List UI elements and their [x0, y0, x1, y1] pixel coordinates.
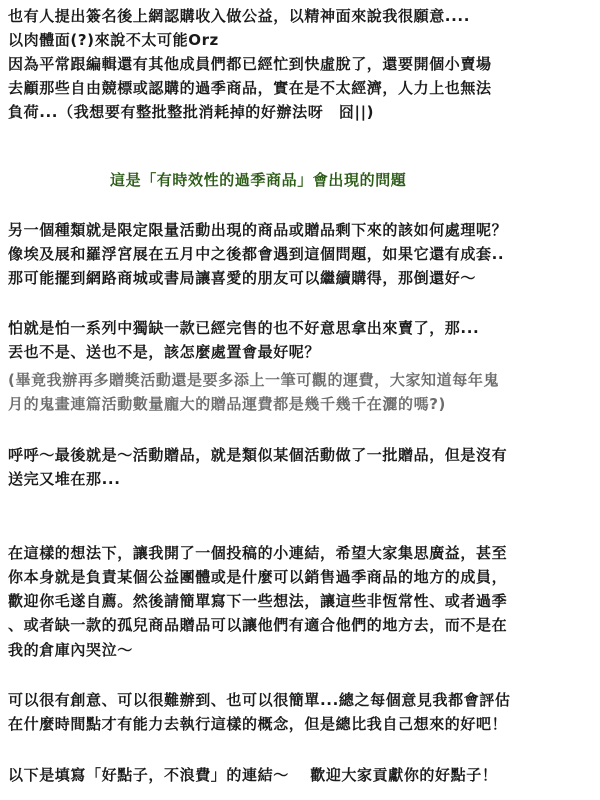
text-line: 歡迎你毛遂自薦。然後請簡單寫下一些想法，讓這些非恆常性、或者過季 — [8, 592, 508, 610]
text-line: 也有人提出簽名後上網認購收入做公益，以精神面來說我很願意.... — [8, 7, 470, 25]
section-heading: 這是「有時效性的過季商品」會出現的問題 — [110, 171, 407, 189]
text-line: 像埃及展和羅浮宮展在五月中之後都會遇到這個問題，如果它還有成套.. — [8, 245, 505, 263]
text-line: 我的倉庫內哭泣～ — [8, 641, 133, 659]
text-line: 在什麼時間點才有能力去執行這樣的概念，但是總比我自己想來的好吧！ — [8, 715, 508, 733]
text-line: 你本身就是負責某個公益團體或是什麼可以銷售過季商品的地方的成員， — [8, 568, 508, 586]
text-line: 可以很有創意、可以很難辦到、也可以很簡單...總之每個意見我都會評估 — [8, 691, 511, 709]
note-line: (畢竟我辦再多贈獎活動還是要多添上一筆可觀的運費，大家知道每年鬼 — [8, 371, 500, 389]
note-line: 月的鬼畫連篇活動數量龐大的贈品運費都是幾千幾千在灑的嗎?) — [8, 395, 446, 413]
text-line: 呼呼～最後就是～活動贈品，就是類似某個活動做了一批贈品，但是沒有 — [8, 446, 508, 464]
text-line: 另一個種類就是限定限量活動出現的商品或贈品剩下來的該如何處理呢？ — [8, 221, 508, 239]
text-line: 在這樣的想法下，讓我開了一個投稿的小連結，希望大家集思廣益，甚至 — [8, 544, 508, 562]
text-line: 以肉體面(?)來說不太可能Orz — [8, 31, 219, 49]
text-line: 丟也不是、送也不是，該怎麼處置會最好呢？ — [8, 343, 321, 361]
text-line: 因為平常跟編輯還有其他成員們都已經忙到快虛脫了，還要開個小賣場 — [8, 55, 492, 73]
text-line: 、或者缺一款的孤兒商品贈品可以讓他們有適合他們的地方去，而不是在 — [8, 616, 508, 634]
text-line: 怕就是怕一系列中獨缺一款已經完售的也不好意思拿出來賣了，那... — [8, 319, 480, 337]
text-line: 送完又堆在那... — [8, 470, 121, 488]
text-line: 負荷...（我想要有整批整批消耗掉的好辦法呀 囧||) — [8, 103, 375, 121]
closing-line: 以下是填寫「好點子，不浪費」的連結～ 歡迎大家貢獻你的好點子！ — [8, 766, 498, 784]
text-line: 去顧那些自由競標或認購的過季商品，實在是不太經濟，人力上也無法 — [8, 79, 492, 97]
text-line: 那可能擺到網路商城或書局讓喜愛的朋友可以繼續購得，那倒還好～ — [8, 269, 477, 287]
